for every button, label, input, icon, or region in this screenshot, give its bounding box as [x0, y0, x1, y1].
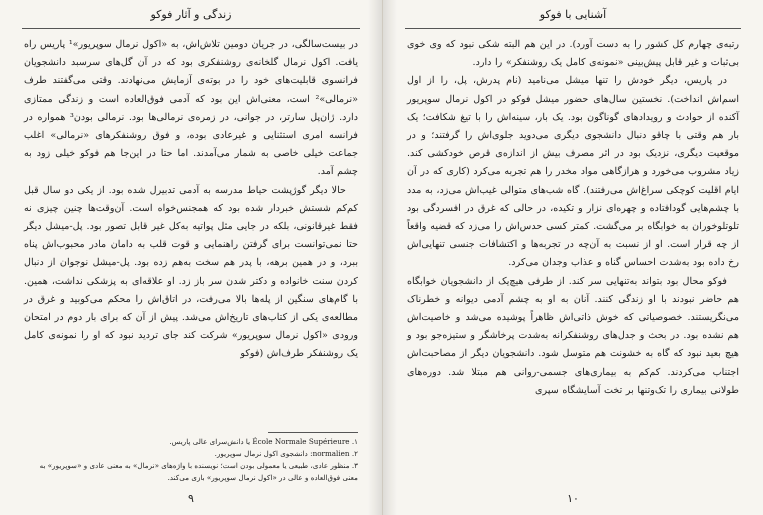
gutter-shadow: [383, 0, 397, 515]
running-head: آشنایی با فوکو: [539, 8, 607, 21]
running-head: زندگی و آثار فوکو: [150, 8, 232, 21]
paragraph: در بیست‌سالگی، در جریان دومین تلاش‌اش، به «اکول نرمال سوپریور»¹ پاریس راه یافت. اکول نرمال گلخانه‌ی روشنفکری بود که در آن گل‌های سرسبد دانشجویان فرانسوی قابلیت‌های خود را در بوته‌ی آزمایش می‌نهادند. وقتی می‌گفتند طرف «نرمالی»² است، معنی‌اش این بود که آدمی فوق‌العاده است و زندگی ممتازی دارد. ژان‌پل سارتر، در جوانی، در زمره‌ی نرمالی‌ها بود. نرمالی بودن³ همواره در فرانسه امری استثنایی و غیرعادی بوده، و فوق روشنفکرهای «نرمالی» اغلب جماعت خیلی خاصی به شمار می‌آمدند. اما حتا در این‌جا هم فوکو خیلی زود به چشم آمد.: [24, 39, 358, 178]
footnote: ۲. normalien: دانشجوی اکول نرمال سوپریور.: [214, 449, 358, 458]
paragraph: در پاریس، دیگر خودش را تنها میشل می‌نامید (نام پدرش، پل، را از اول اسم‌اش انداخت). نخستین سال‌های حضور میشل فوکو در اکول نرمال سوپریور آکنده از حوادث و رویدادهای گوناگون بود. یک بار، سینه‌اش را با تیغ شکافت؛ یک بار هم وقتی با چاقو دنبال دانشجوی دیگری می‌دوید جلوی‌اش را گرفتند؛ و در موقعیت دیگری، نزدیک بود در اثر مصرف بیش از اندازه‌ی قرص خودکشی کند. زیاد مشروب می‌خورد و هراز‌گاهی مواد مخدر را هم تجربه می‌کرد (کاری که در آن ایام اقلیت کوچکی سراغ‌اش می‌رفتند). گاه شب‌های متوالی غیب‌اش می‌زد، به مدد با چشم‌هایی گودافتاده و چهره‌ای نزار و تکیده، در حالی که غرق در افسردگی بود تلوتلوخوران به خوابگاه بر می‌گشت. کمتر کسی حدس‌اش را می‌زد که قضیه واقعاً از چه قرار است. او از نسبت به آن‌چه در تجربه‌ها و اکتشافات جنسی تنهایی‌اش رخ داده بود به‌شدت احساس گناه و عذاب وجدان می‌کرد.: [407, 75, 739, 269]
page-number: ۱۰: [567, 492, 579, 505]
page-number: ۹: [188, 492, 194, 505]
gutter-shadow: [368, 0, 382, 515]
header-rule: [405, 28, 741, 29]
body-text: [24, 36, 358, 364]
paragraph: رتبه‌ی چهارم کل کشور را به دست آورد). در این هم البته شکی نبود که وی خوی بی‌ثبات و غیر قابل پیش‌بینی «نمونه‌ی کامل یک روشنفکر» را دارد.: [407, 39, 739, 69]
footnotes: [24, 436, 358, 484]
paragraph: فوکو محال بود بتواند به‌تنهایی سر کند. از طرفی هیچ‌یک از دانشجویان خوابگاه هم حاضر نبودند با او زندگی کنند. آنان به او به چشم آدمی دیوانه و خطرناک می‌نگریستند. خصوصیاتی که خوش ذاتی‌اش ظاهراً پوشیده می‌شد و خاصیت‌اش هم نشده بود. در بحث و جدل‌های روشنفکرانه به‌شدت پرخاشگر و ستیزه‌جو بود و هیچ بعید نبود که گاه به خشونت هم متوسل شود. دانشجویان دیگر از مصاحبت‌اش اجتناب می‌کردند. کم‌کم به بیماری‌های جسمی-روانی هم مبتلا شد. دوره‌های طولانی بیماری را تک‌وتنها بر تخت آسایشگاه سپری: [407, 275, 739, 396]
footnote: ۱. École Normale Supérieure یا دانش‌سرای عالی پاریس.: [169, 437, 358, 446]
paragraph: حالا دیگر گوژپشت حیاط مدرسه به آدمی تدبیرل شده بود. از یکی دو سال قبل کم‌کم شستش خبردار شده بود که همجنس‌خواه است. آن‌وقت‌ها چنین چیزی نه فقط غیرقانونی، بلکه در جایی مثل پواتیه به‌کل غیر قابل تصور بود. پل-میشل دیگر حتا نمی‌توانست برای گرفتن راهنمایی و قوت قلب به دامان مادر محبوب‌اش پناه ببرد، و در همین برهه، با پدر هم سخت به‌هم زده بود. پل-میشل نوجوان از دنبال کردن سنت خانواده و دکتر شدن سر باز زد. او علاقه‌ای به پزشکی نداشت، همین. با گام‌های سنگین از پله‌ها بالا می‌رفت، در اتاق‌اش را محکم می‌کوبید و غرق در مطالعه‌ی یکی از کتاب‌های تاریخ‌اش می‌شد. پیش از آن که برای بار دوم در امتحان ورودی «اکول نرمال سوپریور» شرکت کند جای تردید نبود که او را نمونه‌ی کامل یک روشنفکر طرف‌اش (فوکو: [24, 184, 358, 360]
body-text: [407, 36, 739, 400]
header-rule: [22, 28, 360, 29]
footnote-rule: [268, 432, 358, 433]
footnote: ۳. منظور عادی، طبیعی یا معمولی بودن است؛ نویسنده با واژه‌های «نرمال» به معنی عادی و «سوپریور» به معنی فوق‌العاده و عالی در «اکول نرمال سوپریور» بازی می‌کند.: [39, 461, 358, 482]
right-page: [383, 0, 763, 515]
